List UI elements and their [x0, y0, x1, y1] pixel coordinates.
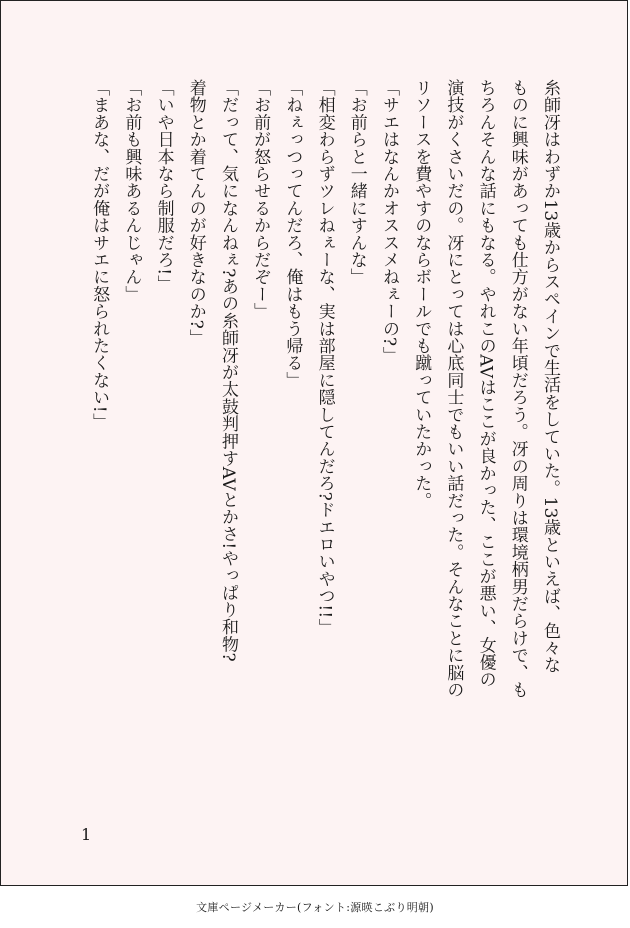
text-line: 糸師冴はわずか13歳からスペインで生活をしていた。13歳といえば、色々な [540, 79, 560, 674]
text-line: 「お前が怒らせるからだぞー」 [250, 79, 271, 320]
text-line: 「お前らと一緒にすんな」 [346, 79, 367, 286]
text-line: リソースを費やすのならボールでも蹴っていたかった。 [411, 79, 432, 509]
text-line: 演技がくさいだの。冴にとっては心底同士でもいい話だった。そんなことに脳の [443, 79, 464, 699]
text-line: 「いや日本なら制服だろ!」 [153, 79, 174, 293]
text-line: ちろんそんな話にもなる。やれこのAVはここが良かった、ここが悪い、女優の [475, 79, 496, 688]
vertical-text-body [71, 79, 566, 819]
text-line: ものに興味があっても仕方がない年頃だろう。冴の周りは環境柄男だらけで、も [507, 79, 528, 699]
text-line: 「お前も興味あるんじゃん」 [121, 79, 142, 303]
footer-caption: 文庫ページメーカー(フォント:源暎こぶり明朝) [196, 901, 434, 914]
text-line: 「サエはなんかオススメねぇーの?」 [378, 79, 399, 364]
text-line: 着物とか着てんのが好きなのか?」 [185, 79, 206, 347]
text-line: 「だって、気になんねぇ?あの糸師冴が太鼓判押すAVとかさ!やっぱり和物? [217, 79, 238, 662]
page-number: 1 [81, 825, 92, 844]
text-line: 「相変わらずツレねぇーな、実は部屋に隠してんだろ?ドエロいやつ!!」 [314, 79, 335, 636]
text-line: 「まあな、だが俺はサエに怒られたくない!」 [89, 79, 110, 431]
text-line: 「ねぇっつってんだろ、俺はもう帰る」 [282, 79, 303, 389]
